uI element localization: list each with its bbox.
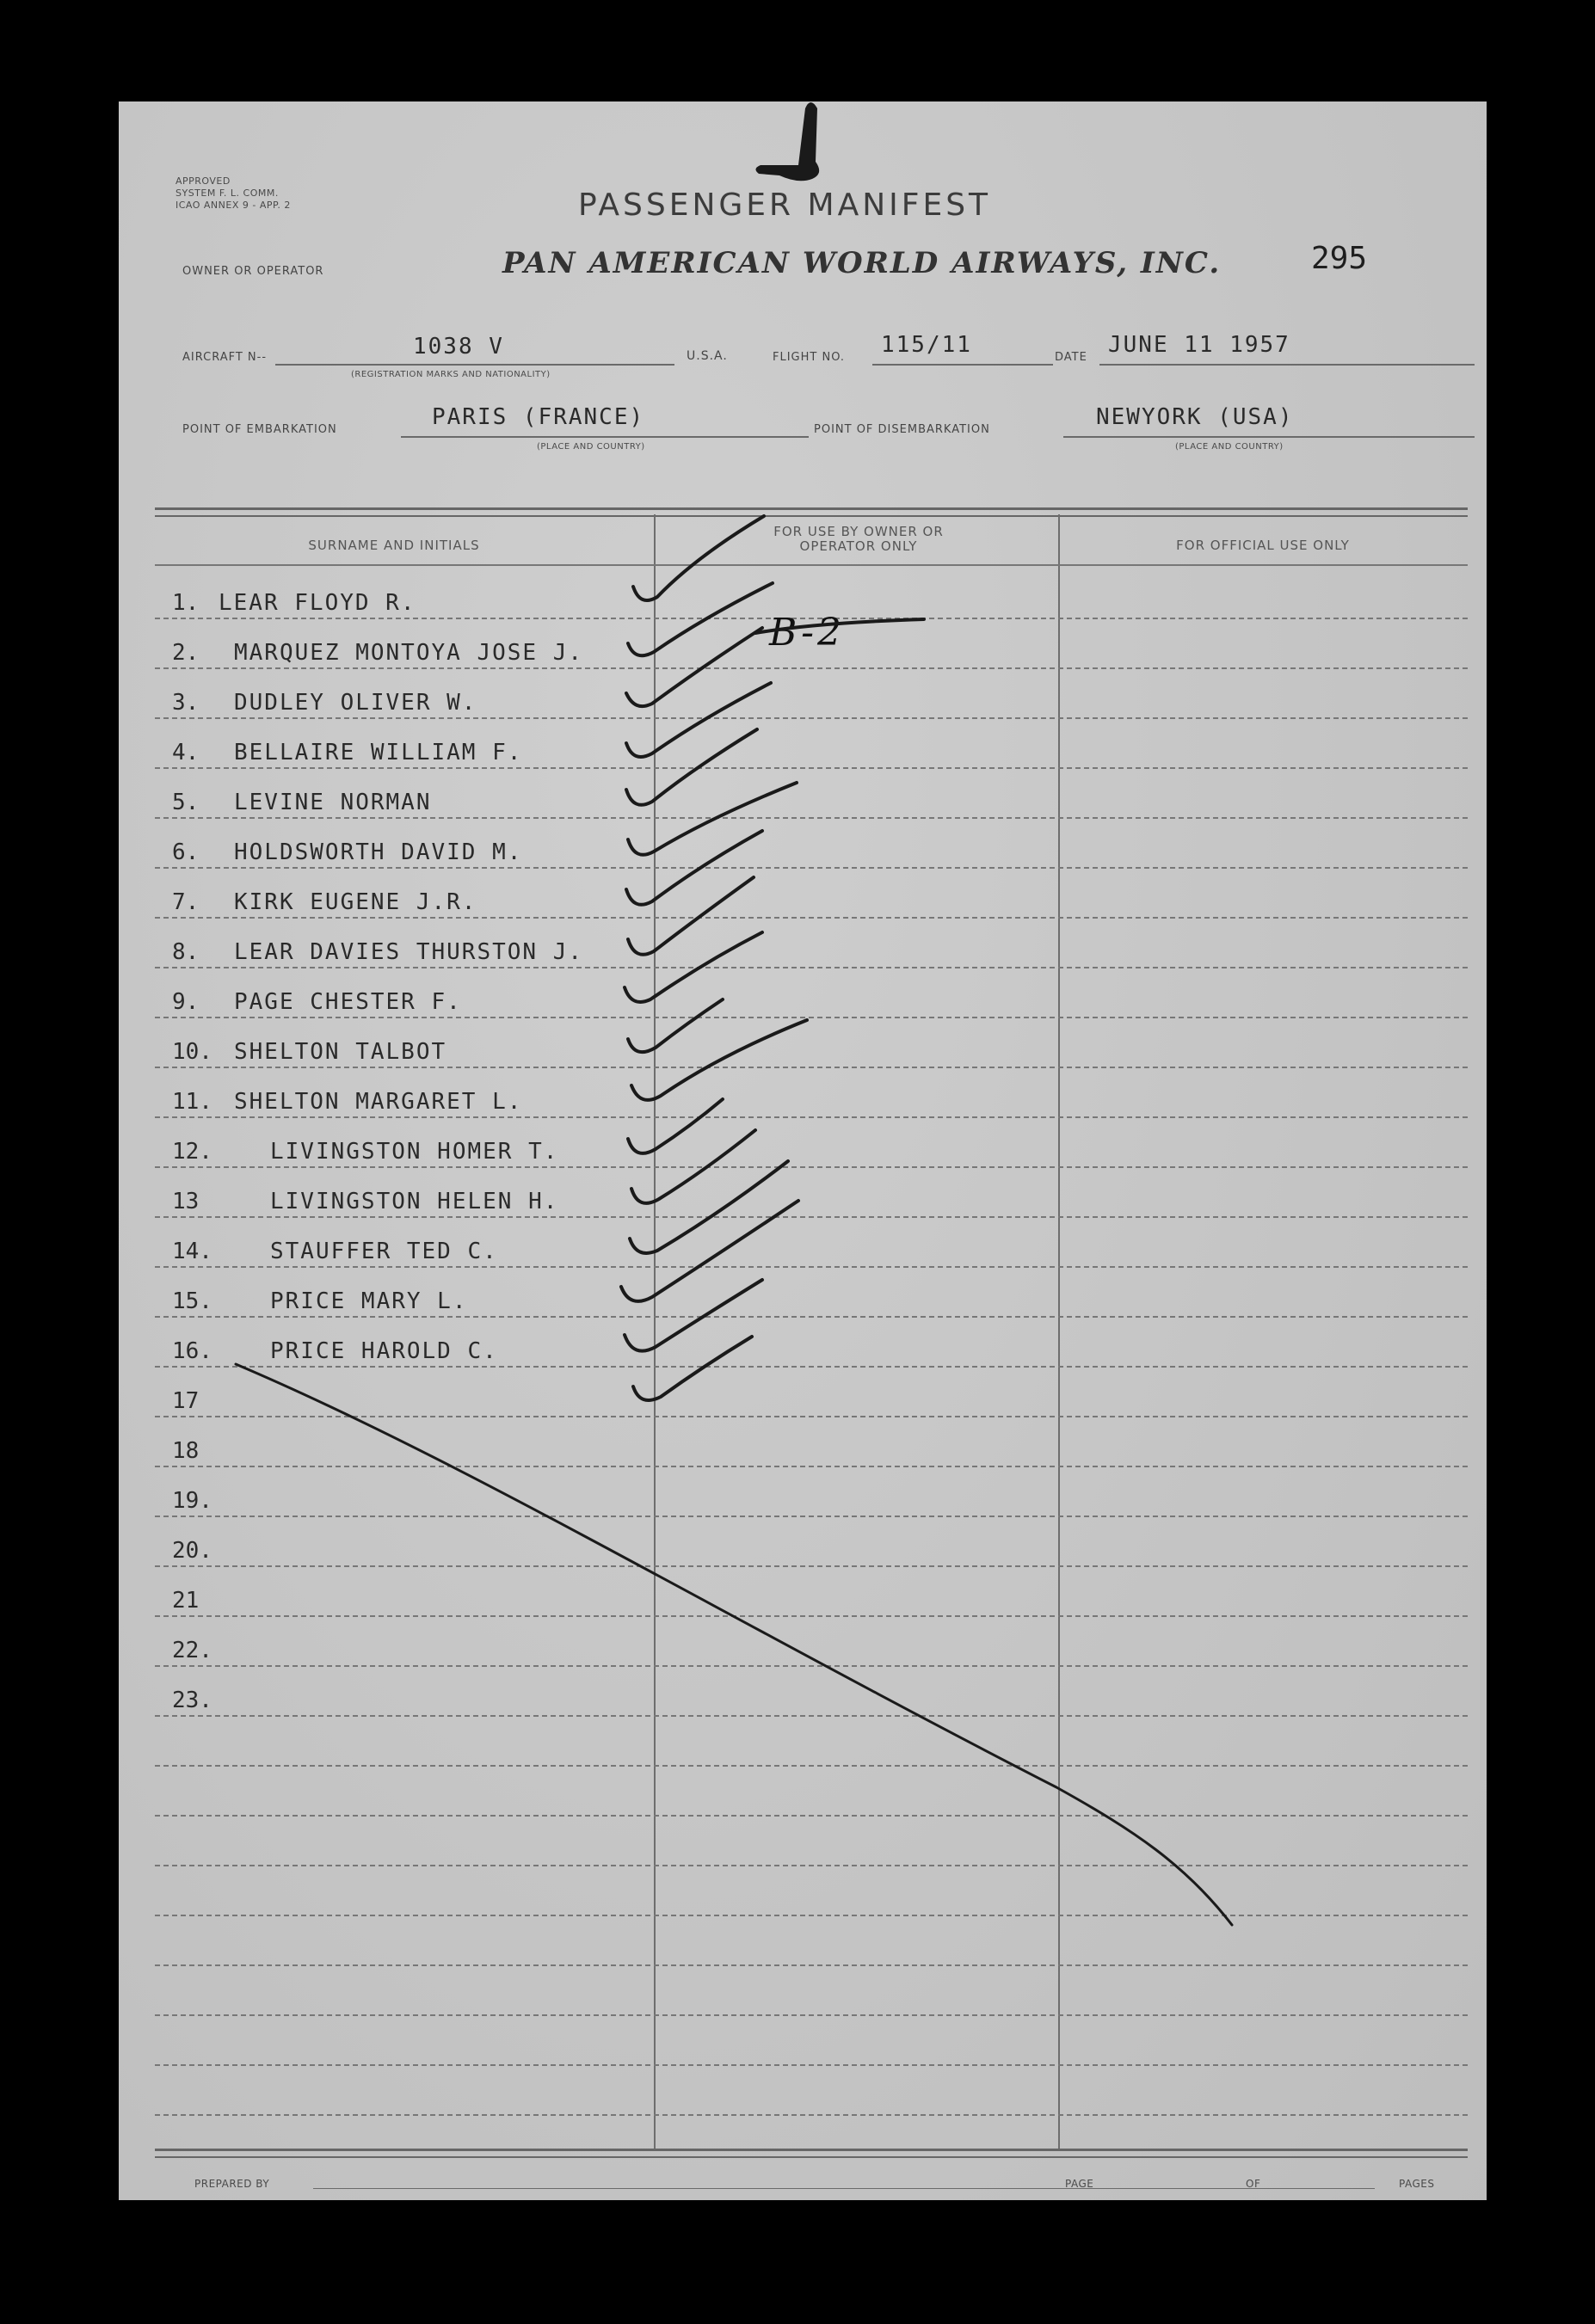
approval-line-1: APPROVED bbox=[176, 175, 231, 187]
column-divider-2 bbox=[1058, 514, 1060, 2149]
check-mark bbox=[633, 516, 764, 600]
date-value: JUNE 11 1957 bbox=[1108, 332, 1290, 358]
row-number: 7. bbox=[172, 889, 200, 915]
embark-value: PARIS (FRANCE) bbox=[432, 404, 645, 430]
row-rule bbox=[155, 1964, 1468, 1966]
row-rule bbox=[155, 1865, 1468, 1866]
handwritten-note: B-2 bbox=[769, 611, 846, 655]
row-rule bbox=[155, 767, 1468, 769]
row-number: 23. bbox=[172, 1688, 212, 1713]
row-number: 17 bbox=[172, 1388, 200, 1414]
passenger-name: PRICE HAROLD C. bbox=[270, 1338, 498, 1364]
row-number: 10. bbox=[172, 1039, 212, 1065]
prepared-by-underline bbox=[313, 2188, 1156, 2189]
page-number: 295 bbox=[1311, 241, 1368, 276]
row-number: 13 bbox=[172, 1189, 200, 1214]
row-rule bbox=[155, 817, 1468, 819]
passenger-name: MARQUEZ MONTOYA JOSE J. bbox=[234, 640, 584, 666]
table-bottom-rule bbox=[155, 2149, 1468, 2158]
flight-value: 115/11 bbox=[881, 332, 972, 358]
check-mark bbox=[628, 583, 773, 655]
passenger-name: BELLAIRE WILLIAM F. bbox=[234, 740, 523, 765]
row-rule bbox=[155, 867, 1468, 869]
form-title: PASSENGER MANIFEST bbox=[578, 188, 992, 223]
row-number: 5. bbox=[172, 790, 200, 815]
row-number: 11. bbox=[172, 1089, 212, 1115]
date-underline bbox=[1099, 364, 1475, 366]
row-number: 21 bbox=[172, 1588, 200, 1614]
check-mark bbox=[628, 877, 754, 955]
passenger-name: SHELTON MARGARET L. bbox=[234, 1089, 523, 1115]
row-rule bbox=[155, 1316, 1468, 1318]
row-number: 4. bbox=[172, 740, 200, 765]
usa-label: U.S.A. bbox=[687, 349, 728, 363]
row-number: 15. bbox=[172, 1288, 212, 1314]
row-rule bbox=[155, 1615, 1468, 1617]
passenger-name: LIVINGSTON HELEN H. bbox=[270, 1189, 559, 1214]
disembark-underline bbox=[1063, 436, 1475, 438]
passenger-name: HOLDSWORTH DAVID M. bbox=[234, 839, 523, 865]
header-owner-use: FOR USE BY OWNER OR OPERATOR ONLY bbox=[773, 524, 944, 554]
check-mark bbox=[626, 683, 771, 757]
approval-line-2: SYSTEM F. L. COMM. bbox=[176, 188, 279, 199]
check-mark bbox=[631, 1020, 807, 1100]
manifest-sheet bbox=[119, 101, 1487, 2200]
approval-line-3: ICAO ANNEX 9 - APP. 2 bbox=[176, 200, 291, 211]
passenger-name: DUDLEY OLIVER W. bbox=[234, 690, 477, 716]
row-rule bbox=[155, 1216, 1468, 1218]
passenger-name: PRICE MARY L. bbox=[270, 1288, 468, 1314]
row-number: 6. bbox=[172, 839, 200, 865]
row-number: 18 bbox=[172, 1438, 200, 1464]
row-rule bbox=[155, 1516, 1468, 1517]
row-rule bbox=[155, 1715, 1468, 1717]
row-number: 12. bbox=[172, 1139, 212, 1165]
row-number: 22. bbox=[172, 1638, 212, 1663]
row-number: 20. bbox=[172, 1538, 212, 1564]
table-top-rule bbox=[155, 507, 1468, 517]
row-rule bbox=[155, 1116, 1468, 1118]
check-mark bbox=[628, 999, 723, 1052]
passenger-name: LIVINGSTON HOMER T. bbox=[270, 1139, 559, 1165]
header-surname: SURNAME AND INITIALS bbox=[308, 538, 480, 553]
row-rule bbox=[155, 1565, 1468, 1567]
row-rule bbox=[155, 2064, 1468, 2066]
date-label: DATE bbox=[1055, 351, 1087, 364]
row-rule bbox=[155, 2014, 1468, 2016]
check-mark bbox=[633, 1337, 752, 1400]
row-number: 3. bbox=[172, 690, 200, 716]
owner-value: PAN AMERICAN WORLD AIRWAYS, INC. bbox=[502, 246, 1222, 280]
row-rule bbox=[155, 717, 1468, 719]
row-number: 1. bbox=[172, 590, 200, 616]
disembark-caption: (PLACE AND COUNTRY) bbox=[1175, 442, 1284, 452]
row-number: 8. bbox=[172, 939, 200, 965]
header-official-use: FOR OFFICIAL USE ONLY bbox=[1176, 538, 1350, 553]
row-number: 16. bbox=[172, 1338, 212, 1364]
flight-label: FLIGHT NO. bbox=[773, 351, 846, 364]
passenger-name: LEAR DAVIES THURSTON J. bbox=[234, 939, 584, 965]
passenger-name: LEAR FLOYD R. bbox=[219, 590, 416, 616]
ink-blot bbox=[755, 102, 819, 181]
embark-underline bbox=[401, 436, 809, 438]
passenger-name: SHELTON TALBOT bbox=[234, 1039, 447, 1065]
row-rule bbox=[155, 1266, 1468, 1268]
owner-label: OWNER OR OPERATOR bbox=[182, 265, 324, 278]
column-divider-1 bbox=[654, 514, 656, 2149]
row-rule bbox=[155, 967, 1468, 968]
check-mark bbox=[628, 1099, 723, 1153]
row-rule bbox=[155, 2114, 1468, 2116]
row-rule bbox=[155, 1166, 1468, 1168]
aircraft-caption: (REGISTRATION MARKS AND NATIONALITY) bbox=[351, 370, 551, 379]
row-rule bbox=[155, 1815, 1468, 1817]
passenger-name: STAUFFER TED C. bbox=[270, 1239, 498, 1264]
cancellation-stroke bbox=[236, 1364, 1232, 1925]
row-rule bbox=[155, 1466, 1468, 1467]
passenger-name: KIRK EUGENE J.R. bbox=[234, 889, 477, 915]
row-number: 2. bbox=[172, 640, 200, 666]
flight-underline bbox=[872, 364, 1053, 366]
of-underline bbox=[1108, 2188, 1375, 2189]
row-rule bbox=[155, 1017, 1468, 1018]
row-number: 14. bbox=[172, 1239, 212, 1264]
disembark-label: POINT OF DISEMBARKATION bbox=[814, 423, 990, 436]
row-rule bbox=[155, 917, 1468, 919]
row-rule bbox=[155, 1067, 1468, 1068]
row-rule bbox=[155, 667, 1468, 669]
embark-caption: (PLACE AND COUNTRY) bbox=[537, 442, 645, 452]
passenger-name: LEVINE NORMAN bbox=[234, 790, 432, 815]
aircraft-label: AIRCRAFT N-- bbox=[182, 351, 268, 364]
page-label: PAGE bbox=[1065, 2178, 1094, 2190]
aircraft-value: 1038 V bbox=[413, 334, 504, 360]
passenger-name: PAGE CHESTER F. bbox=[234, 989, 462, 1015]
header-rule bbox=[155, 564, 1468, 566]
prepared-by-label: PREPARED BY bbox=[194, 2178, 270, 2190]
row-rule bbox=[155, 1665, 1468, 1667]
row-rule bbox=[155, 1765, 1468, 1767]
row-rule bbox=[155, 1416, 1468, 1417]
embark-label: POINT OF EMBARKATION bbox=[182, 423, 337, 436]
pages-label: PAGES bbox=[1399, 2178, 1435, 2190]
disembark-value: NEWYORK (USA) bbox=[1096, 404, 1294, 430]
row-number: 19. bbox=[172, 1488, 212, 1514]
aircraft-underline bbox=[275, 364, 674, 366]
row-number: 9. bbox=[172, 989, 200, 1015]
row-rule bbox=[155, 1366, 1468, 1368]
row-rule bbox=[155, 1915, 1468, 1916]
of-label: OF bbox=[1246, 2178, 1261, 2190]
